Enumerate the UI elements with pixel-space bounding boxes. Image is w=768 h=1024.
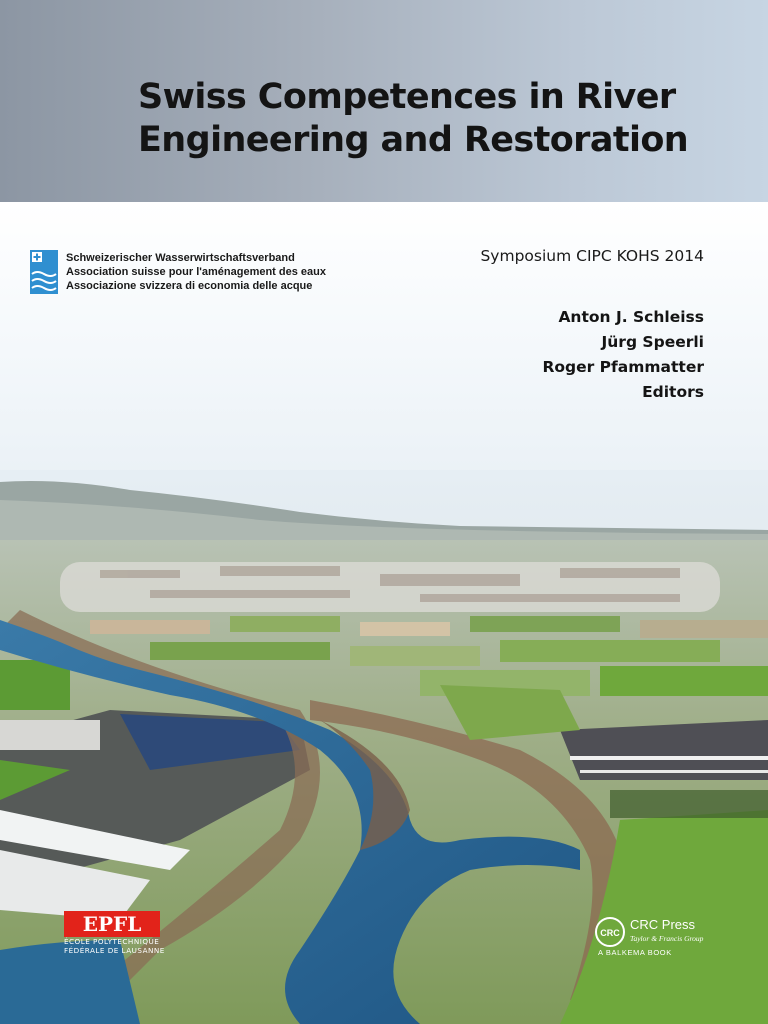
title-line-1: Swiss Competences in River — [138, 77, 676, 117]
crc-group-name: Taylor & Francis Group — [630, 934, 704, 943]
epfl-line-1: ÉCOLE POLYTECHNIQUE — [64, 937, 160, 946]
crc-press-name: CRC Press — [630, 917, 696, 932]
association-name — [66, 251, 326, 293]
epfl-logo — [64, 911, 164, 961]
title-band — [0, 0, 768, 202]
epfl-caption — [64, 937, 164, 955]
epfl-line-2: FÉDÉRALE DE LAUSANNE — [64, 946, 165, 955]
association-logo-block — [30, 250, 390, 296]
crc-logo-text: CRC — [600, 928, 620, 938]
crc-press-logo — [594, 914, 734, 960]
editor-name: Roger Pfammatter — [542, 358, 704, 376]
association-name-de: Schweizerischer Wasserwirtschaftsverband — [66, 252, 295, 264]
epfl-logo-text: EPFL — [82, 912, 142, 936]
crc-circle-icon — [594, 916, 626, 948]
editor-name: Anton J. Schleiss — [558, 308, 704, 326]
editors-list — [542, 305, 704, 405]
title-line-2: Engineering and Restoration — [138, 120, 689, 160]
book-title — [138, 76, 688, 162]
editor-name: Jürg Speerli — [601, 333, 704, 351]
editors-label: Editors — [642, 383, 704, 401]
association-name-fr: Association suisse pour l'aménagement des eaux — [66, 266, 326, 278]
epfl-logo-icon — [64, 911, 160, 937]
symposium-label: Symposium CIPC KOHS 2014 — [480, 247, 704, 265]
swiss-cross-water-icon — [30, 250, 58, 294]
balkema-imprint: A BALKEMA BOOK — [598, 948, 672, 957]
association-name-it: Associazione svizzera di economia delle acque — [66, 280, 313, 292]
